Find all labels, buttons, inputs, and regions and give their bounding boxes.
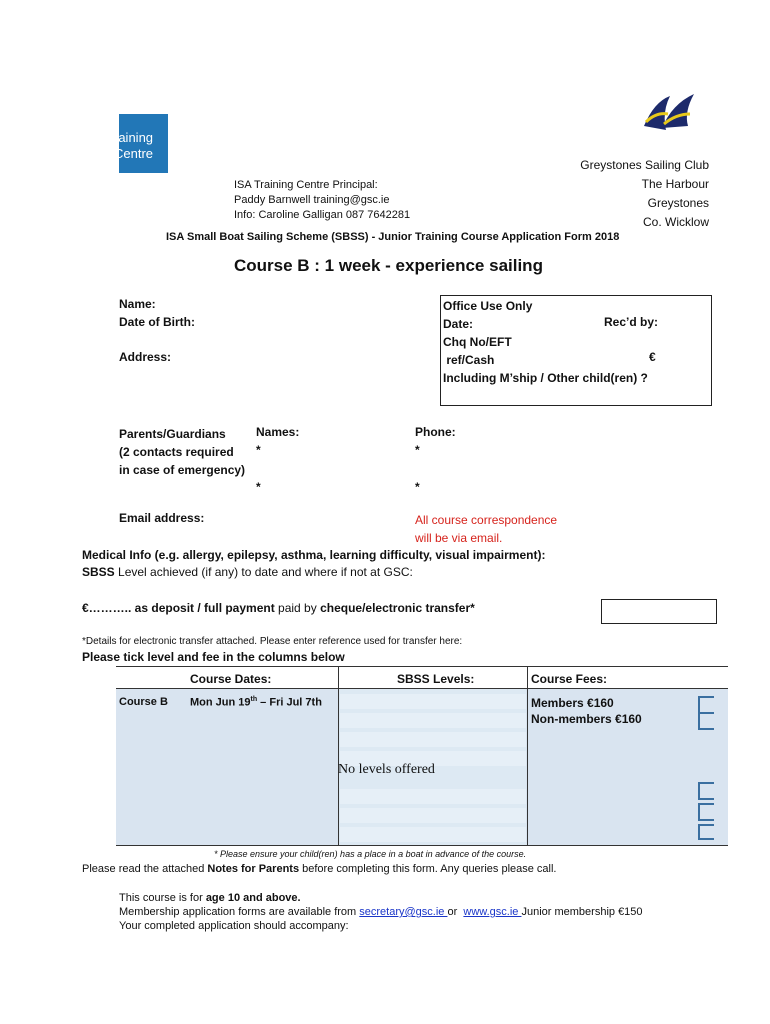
checkbox-level[interactable] [698,824,714,840]
training-centre-logo [114,114,168,173]
club-address-line4: Co. Wicklow [642,215,709,229]
membership-c: Junior membership €150 [521,906,643,918]
principal-line3: Info: Caroline Galligan 087 7642281 [234,209,411,221]
dob-label: Date of Birth: [119,315,195,329]
office-date: Date: [443,317,474,331]
notes-line-c: before completing this form. Any queries please call. [299,863,557,875]
gsc-website-link[interactable]: www.gsc.ie [463,906,522,918]
sbss-level-row [340,732,526,747]
phone-star-2: * [415,480,420,494]
logo-text-line1: raining [114,130,154,145]
office-recd: Rec’d by: [604,315,659,329]
names-star-1: * [256,443,261,457]
checkbox-level[interactable] [698,803,714,821]
tick-heading: Please tick level and fee in the columns below [82,650,345,664]
table-top-border [116,666,728,667]
deposit-part3: cheque/electronic transfer* [320,601,475,615]
club-address-line3: Greystones [647,196,709,210]
sbss-bold: SBSS [82,565,115,579]
club-address [580,156,709,232]
no-levels-text: No levels offered [338,762,435,777]
principal-line2: Paddy Barnwell training@gsc.ie [234,194,390,206]
table-divider-2 [527,666,528,846]
membership-a: Membership application forms are available from [119,906,360,918]
notes-line [82,863,557,875]
email-label: Email address: [119,511,205,525]
club-address-line2: The Harbour [641,177,709,191]
course-dates [190,696,322,709]
header-course-dates: Course Dates: [190,672,272,686]
notes-for-parents: Notes for Parents [207,863,300,875]
course-dates-sup: th [250,696,258,703]
transfer-note: *Details for electronic transfer attached. Please enter reference used for transfer here: [82,636,463,647]
email-note1: All course correspondence [415,513,558,527]
parents-label3: in case of emergency) [119,463,246,477]
sbss-rest: Level achieved (if any) to date and where if not at GSC: [114,565,413,579]
address-label: Address: [119,350,172,364]
course-name: Course B [119,696,168,708]
membership-line [119,906,643,918]
transfer-reference-box[interactable] [601,599,717,624]
parents-label [119,425,245,479]
parents-label2: (2 contacts required [119,445,234,459]
checkbox-non-members-fee[interactable] [698,712,714,730]
principal-info [234,178,410,223]
table-header-border [116,688,728,689]
sbss-level-row [340,789,526,804]
email-note [415,511,557,547]
fee-non-members: Non-members €160 [531,712,642,726]
name-label: Name: [119,297,156,311]
sbss-level-line [82,565,413,579]
course-dates-a: Mon Jun 19 [190,696,251,709]
sbss-level-row [340,808,526,823]
course-dates-b: – Fri Jul 7th [257,696,322,709]
office-euro: € [649,350,656,364]
medical-info: Medical Info (e.g. allergy, epilepsy, asthma, learning difficulty, visual impairment): [82,548,546,562]
sbss-level-row [340,694,526,709]
phone-star-1: * [415,443,420,457]
names-star-2: * [256,480,261,494]
office-use-content [443,297,648,387]
header-course-fees: Course Fees: [531,672,608,686]
form-title: ISA Small Boat Sailing Scheme (SBSS) - Junior Training Course Application Form 2018 [166,231,620,243]
age-line-a: This course is for [119,892,206,904]
office-title: Office Use Only [443,299,533,313]
notes-line-a: Please read the attached [82,863,208,875]
table-divider-1 [338,666,339,846]
table-bottom-border [116,845,728,846]
fee-members: Members €160 [531,696,614,710]
deposit-line [82,601,475,615]
office-chq: Chq No/EFT [443,335,512,349]
course-title: Course B : 1 week - experience sailing [234,256,543,275]
email-note2: will be via email. [415,531,503,545]
header-sbss-levels: SBSS Levels: [397,672,475,686]
age-line [119,892,301,904]
sbss-level-row [340,713,526,728]
age-line-b: age 10 and above. [205,892,301,904]
sailing-club-logo-icon [640,92,696,136]
principal-line1: ISA Training Centre Principal: [234,179,378,191]
sbss-level-row [340,827,526,842]
membership-or: or [447,906,464,918]
accompany-line: Your completed application should accompany: [119,920,349,932]
office-including: Including M’ship / Other child(ren) ? [443,371,648,385]
phone-label: Phone: [415,425,456,439]
parents-label1: Parents/Guardians [119,427,226,441]
logo-text-line2: Centre [114,146,154,161]
office-ref: ref/Cash [443,353,495,367]
club-name: Greystones Sailing Club [580,158,709,172]
deposit-part2: paid by [274,601,321,615]
checkbox-level[interactable] [698,782,714,800]
secretary-email-link[interactable]: secretary@gsc.ie [359,906,448,918]
names-label: Names: [256,425,300,439]
deposit-part1: €……….. as deposit / full payment [82,601,275,615]
place-note: * Please ensure your child(ren) has a place in a boat in advance of the course. [214,849,527,859]
